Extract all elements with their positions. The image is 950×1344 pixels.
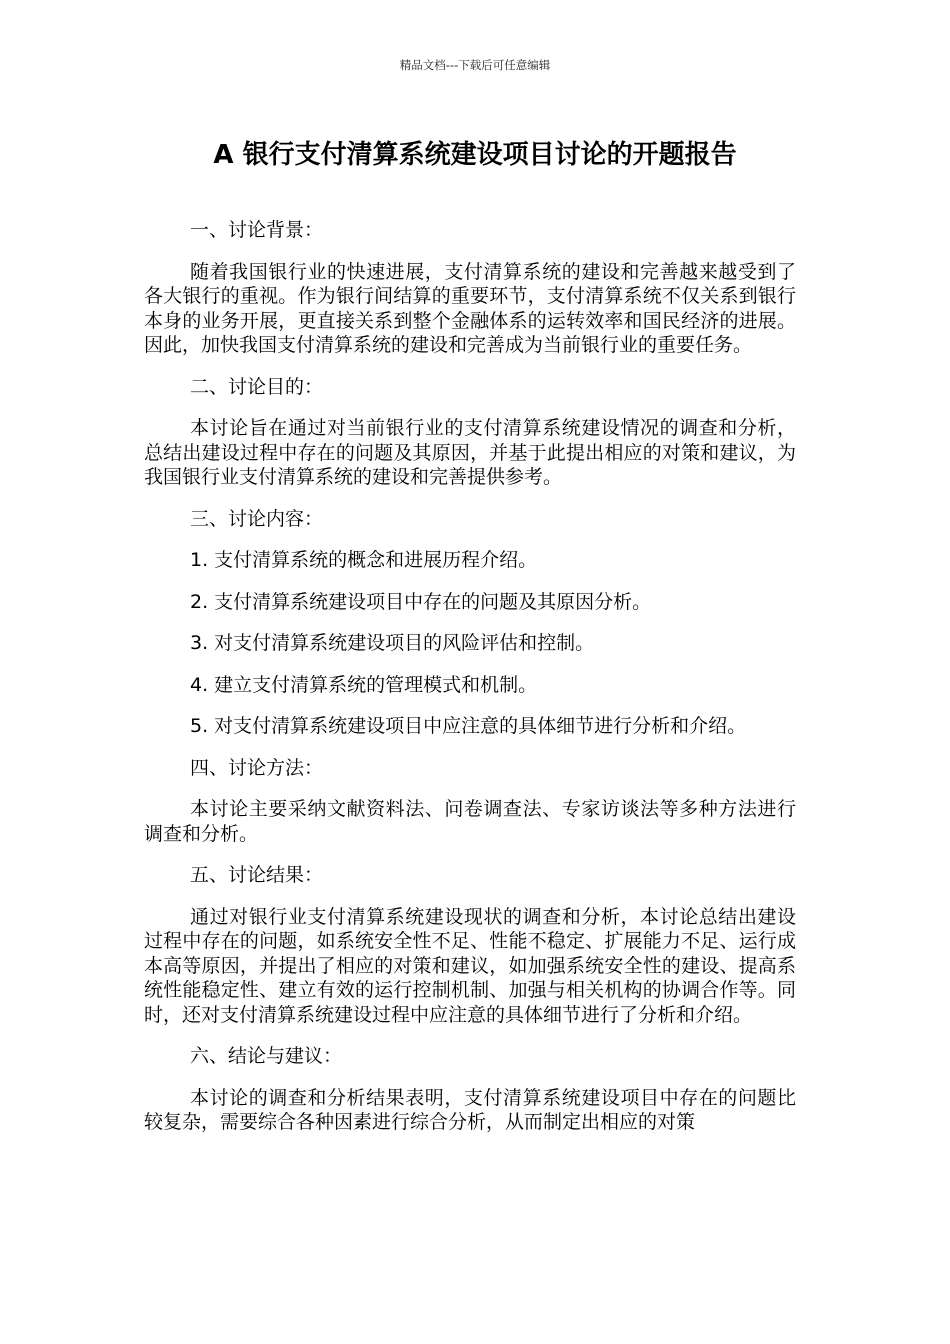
section-heading-results: 五、讨论结果： — [190, 864, 324, 886]
list-item: 4. 建立支付清算系统的管理模式和机制。 — [190, 673, 538, 696]
paragraph-purpose: 本讨论旨在通过对当前银行业的支付清算系统建设情况的调查和分析，总结出建设过程中存在的问题及其原因，并基于此提出相应的对策和建议，为我国银行业支付清算系统的建设和完善提供参考。 — [144, 417, 796, 488]
list-item: 1. 支付清算系统的概念和进展历程介绍。 — [190, 549, 538, 571]
paragraph-method: 本讨论主要采纳文献资料法、问卷调查法、专家访谈法等多种方法进行调查和分析。 — [144, 798, 796, 845]
section-heading-content: 三、讨论内容： — [190, 507, 324, 530]
list-item: 5. 对支付清算系统建设项目中应注意的具体细节进行分析和介绍。 — [190, 715, 747, 737]
paragraph-background: 随着我国银行业的快速进展，支付清算系统的建设和完善越来越受到了各大银行的重视。作为银行间结算的重要环节，支付清算系统不仅关系到银行本身的业务开展，更直接关系到整个金融体系的运转效率和国民经济的进展。因此，加快我国支付清算系统的建设和完善成为当前银行业的重要任务。 — [144, 260, 796, 356]
paragraph-results: 通过对银行业支付清算系统建设现状的调查和分析，本讨论总结出建设过程中存在的问题，如系统安全性不足、性能不稳定、扩展能力不足、运行成本高等原因，并提出了相应的对策和建议，如加强系统安全性的建设、提高系统性能稳定性、建立有效的运行控制机制、加强与相关机构的协调合作等。同时，还对支付清算系统建设过程中应注意的具体细节进行了分析和介绍。 — [144, 905, 796, 1026]
section-heading-method: 四、讨论方法： — [190, 756, 324, 779]
paragraph-conclusion: 本讨论的调查和分析结果表明，支付清算系统建设项目中存在的问题比较复杂，需要综合各种因素进行综合分析，从而制定出相应的对策 — [144, 1086, 796, 1133]
document-body — [144, 218, 796, 1152]
list-item: 2. 支付清算系统建设项目中存在的问题及其原因分析。 — [190, 590, 652, 613]
section-heading-purpose: 二、讨论目的： — [190, 375, 324, 398]
section-heading-background: 一、讨论背景： — [190, 219, 324, 241]
section-heading-conclusion: 六、结论与建议： — [190, 1045, 343, 1067]
document-title: A 银行支付清算系统建设项目讨论的开题报告 — [213, 140, 737, 170]
header-note: 精品文档---下载后可任意编辑 — [399, 58, 551, 72]
list-item: 3. 对支付清算系统建设项目的风险评估和控制。 — [190, 632, 595, 654]
